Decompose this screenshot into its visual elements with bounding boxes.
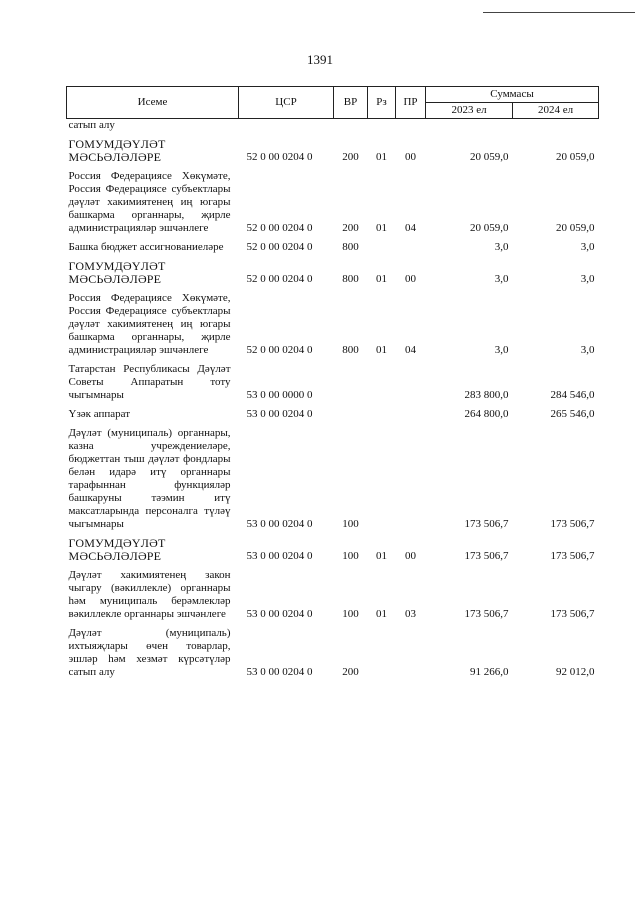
header-pr: ПР [396,87,426,119]
cell-vr: 800 [342,344,359,356]
cell-y1: 264 800,0 [464,408,509,420]
cell-y1: 3,0 [494,344,509,356]
table-row [67,566,599,624]
cell-y2: 284 546,0 [550,389,595,401]
cell-y2: 3,0 [580,344,595,356]
cell-pr: 00 [405,550,416,562]
cell-rz [368,424,396,534]
page-number: 1391 [307,52,333,67]
scan-edge-line [483,12,635,13]
cell-rz [368,405,396,424]
cell-pr [396,624,426,682]
cell-rz: 01 [376,550,387,562]
cell-y1 [426,119,513,136]
cell-y2: 3,0 [580,241,595,253]
cell-rz [368,360,396,405]
cell-csr: 52 0 00 0204 0 [246,344,313,356]
table-row [67,167,599,238]
cell-vr: 100 [342,550,359,562]
header-sums: Суммасы [426,87,599,103]
cell-csr: 53 0 00 0204 0 [246,666,313,678]
cell-pr [396,360,426,405]
cell-vr [334,360,368,405]
cell-pr [396,119,426,136]
cell-csr [239,119,334,136]
cell-rz: 01 [376,273,387,285]
cell-y2: 173 506,7 [550,608,595,620]
cell-name: ГОМУМДӘҮЛӘТ МӘСЬӘЛӘЛӘРЕ [68,536,166,563]
header-name: Исеме [67,87,239,119]
cell-rz: 01 [376,151,387,163]
cell-name: Россия Федерациясе Хөкүмәте, Россия Федерациясе субъектлары дәүләт хакимиятенең иң югары башкарма органнары, җирле администрацияләр эшчәнлеге [68,292,231,356]
cell-pr: 03 [405,608,416,620]
cell-vr: 800 [342,273,359,285]
cell-vr [334,405,368,424]
table-row [67,135,599,167]
cell-y2: 3,0 [580,273,595,285]
cell-pr [396,405,426,424]
cell-name: Россия Федерациясе Хөкүмәте, Россия Федерациясе субъектлары дәүләт хакимиятенең иң югары башкарма органнары, җирле администрацияләр эшчәнлеге [68,170,231,234]
cell-vr: 800 [342,241,359,253]
header-rz: Рз [368,87,396,119]
cell-name: Үзәк аппарат [68,408,131,420]
cell-csr: 52 0 00 0204 0 [246,241,313,253]
cell-y2: 20 059,0 [556,222,595,234]
cell-csr: 53 0 00 0204 0 [246,518,313,530]
cell-csr: 53 0 00 0000 0 [246,389,313,401]
cell-rz [368,238,396,257]
cell-name: сатып алу [68,119,115,131]
cell-rz: 01 [376,344,387,356]
table-header [67,87,599,119]
table-row [67,289,599,360]
cell-y1: 20 059,0 [470,222,509,234]
table-row [67,119,599,136]
cell-name: ГОМУМДӘҮЛӘТ МӘСЬӘЛӘЛӘРЕ [68,259,166,286]
cell-y1: 3,0 [494,241,509,253]
cell-csr: 53 0 00 0204 0 [246,408,313,420]
cell-y1: 283 800,0 [464,389,509,401]
cell-pr: 04 [405,222,416,234]
table-row [67,257,599,289]
cell-y2: 173 506,7 [550,550,595,562]
cell-csr: 52 0 00 0204 0 [246,222,313,234]
cell-vr: 200 [342,222,359,234]
cell-y1: 20 059,0 [470,151,509,163]
cell-vr: 100 [342,518,359,530]
cell-rz: 01 [376,608,387,620]
table-row [67,534,599,566]
cell-vr: 100 [342,608,359,620]
cell-rz [368,119,396,136]
cell-vr: 200 [342,666,359,678]
cell-pr [396,238,426,257]
table-row [67,360,599,405]
cell-pr: 00 [405,273,416,285]
table-row [67,624,599,682]
cell-y2: 92 012,0 [556,666,595,678]
cell-csr: 53 0 00 0204 0 [246,550,313,562]
table-row [67,238,599,257]
cell-pr [396,424,426,534]
cell-pr: 04 [405,344,416,356]
cell-vr: 200 [342,151,359,163]
table-row [67,405,599,424]
cell-y2 [513,119,599,136]
cell-vr [334,119,368,136]
cell-name: Татарстан Республикасы Дәүләт Советы Аппаратын тоту чыгымнары [68,363,231,401]
cell-rz [368,624,396,682]
cell-name: Дәүләт (муниципаль) ихтыяҗлары өчен товарлар, эшләр һәм хезмәт күрсәтүләр сатып алу [68,627,231,678]
cell-y1: 3,0 [494,273,509,285]
cell-name: Дәүләт хакимиятенең закон чыгару (вәкиллекле) органнары һәм муниципаль берәмлекләр вәкиллекле органнары эшчәнлеге [68,569,231,620]
header-year-2023: 2023 ел [426,103,513,119]
cell-y2: 20 059,0 [556,151,595,163]
cell-y2: 173 506,7 [550,518,595,530]
table-row [67,424,599,534]
header-year-2024: 2024 ел [513,103,599,119]
cell-pr: 00 [405,151,416,163]
cell-y1: 173 506,7 [464,550,509,562]
cell-name: Дәүләт (муниципаль) органнары, казна учреждениеләре, бюджеттан тыш дәүләт фондлары белән идарә итү органнары тарафыннан функцияләр башкаруны тәэмин итү максатларында персоналга түләү чыгымнары [68,427,231,530]
cell-rz: 01 [376,222,387,234]
cell-name: Башка бюджет ассигнованиеләре [68,241,224,253]
header-vr: ВР [334,87,368,119]
budget-table [66,86,599,682]
cell-csr: 52 0 00 0204 0 [246,273,313,285]
cell-y2: 265 546,0 [550,408,595,420]
cell-csr: 53 0 00 0204 0 [246,608,313,620]
cell-y1: 173 506,7 [464,608,509,620]
cell-name: ГОМУМДӘҮЛӘТ МӘСЬӘЛӘЛӘРЕ [68,137,166,164]
cell-y1: 173 506,7 [464,518,509,530]
cell-y1: 91 266,0 [470,666,509,678]
header-csr: ЦСР [239,87,334,119]
cell-csr: 52 0 00 0204 0 [246,151,313,163]
table-body [67,119,599,683]
